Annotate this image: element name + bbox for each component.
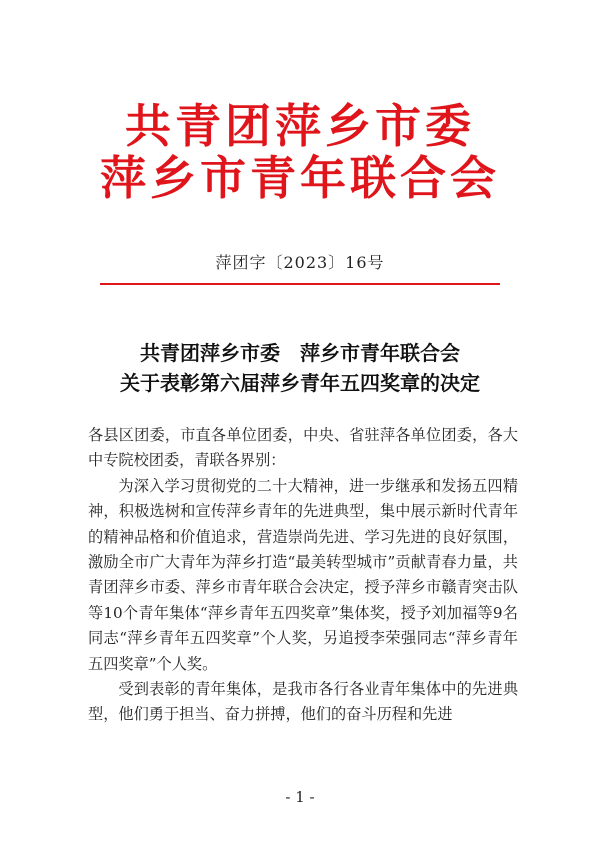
red-divider bbox=[100, 283, 500, 285]
document-title-line-2: 关于表彰第六届萍乡青年五四奖章的决定 bbox=[120, 371, 480, 395]
body-paragraph-2: 受到表彰的青年集体，是我市各行各业青年集体中的先进典型，他们勇于担当、奋力拼搏，他们的奋斗历程和先进 bbox=[88, 680, 518, 724]
salutation: 各县区团委，市直各单位团委，中央、省驻萍各单位团委，各大中专院校团委，青联各界别： bbox=[88, 426, 518, 470]
body-paragraph-1: 为深入学习贯彻党的二十大精神，进一步继承和发扬五四精神，积极选树和宣传萍乡青年的先进典型，集中展示新时代青年的精神品格和价值追求，营造崇尚先进、学习先进的良好氛围，激励全市广大青年为萍乡打造“最美转型城市”贡献青春力量，共青团萍乡市委、萍乡市青年联合会决定，授予萍乡市赣青突击队等10个青年集体“萍乡青年五四奖章”集体奖，授予刘加福等9名同志“萍乡青年五四奖章”个人奖，另追授李荣强同志“萍乡青年五四奖章”个人奖。 bbox=[88, 476, 518, 673]
document-body bbox=[88, 423, 518, 728]
issuer-header-line-2: 萍乡市青年联合会 bbox=[100, 151, 500, 205]
document-title-line-1: 共青团萍乡市委 萍乡市青年联合会 bbox=[140, 341, 460, 365]
page-number: - 1 - bbox=[285, 788, 315, 806]
document-number: 萍团字〔2023〕16号 bbox=[215, 253, 385, 272]
issuer-header-line-1: 共青团萍乡市委 bbox=[125, 99, 475, 153]
